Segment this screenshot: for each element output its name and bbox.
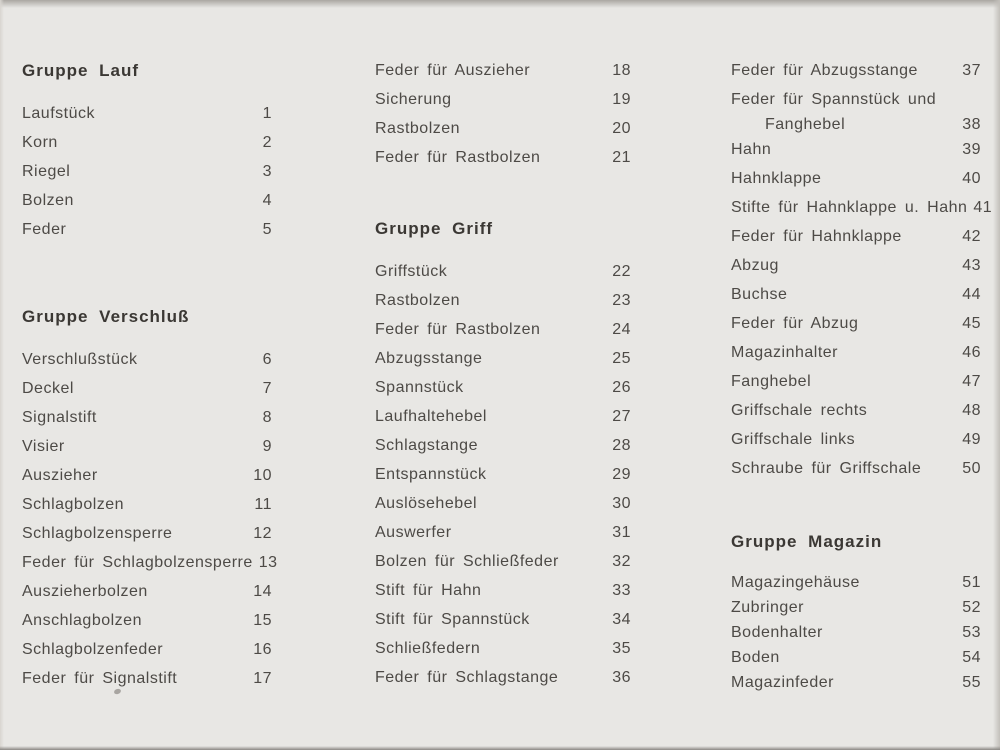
part-label: Abzug (731, 257, 779, 274)
part-number: 32 (612, 553, 631, 570)
part-label: Feder (22, 221, 67, 238)
part-row-22 (375, 257, 631, 286)
part-label: Zubringer (731, 599, 804, 616)
part-label: Magazinfeder (731, 674, 834, 691)
part-label: Schlagbolzen (22, 496, 125, 513)
part-label: Schraube für Griffschale (731, 460, 922, 477)
part-label (731, 85, 936, 135)
part-row-24 (375, 315, 631, 344)
group-header-gruppe-verschluß: Gruppe Verschluß (22, 307, 190, 326)
part-row-14 (22, 577, 272, 606)
part-label: Magazingehäuse (731, 574, 860, 591)
part-label: Auswerfer (375, 524, 452, 541)
part-row-9 (22, 432, 272, 461)
part-label: Visier (22, 438, 65, 455)
part-label: Schließfedern (375, 640, 481, 657)
group-header-gruppe-griff: Gruppe Griff (375, 219, 494, 238)
part-number: 46 (962, 344, 981, 361)
part-label: Schlagstange (375, 437, 478, 454)
parts-list (375, 257, 631, 692)
part-label: Laufhaltehebel (375, 408, 487, 425)
part-label: Hahnklappe (731, 170, 822, 187)
part-number: 40 (962, 170, 981, 187)
part-label: Feder für Abzug (731, 315, 859, 332)
part-row-32 (375, 547, 631, 576)
part-label: Boden (731, 649, 780, 666)
part-row-10 (22, 461, 272, 490)
part-label-line1: Feder für Spannstück und (731, 91, 937, 108)
part-row-40 (731, 164, 981, 193)
part-number: 48 (962, 402, 981, 419)
part-label: Stifte für Hahnklappe u. Hahn (731, 199, 968, 216)
part-row-34 (375, 605, 631, 634)
part-row-13 (22, 548, 278, 577)
part-label: Rastbolzen (375, 120, 461, 137)
part-number: 38 (962, 116, 981, 133)
part-number: 2 (262, 134, 272, 151)
part-number: 34 (612, 611, 631, 628)
part-number: 12 (253, 525, 272, 542)
part-row-33 (375, 576, 631, 605)
part-number: 23 (612, 292, 631, 309)
part-label: Deckel (22, 380, 74, 397)
part-label: Korn (22, 134, 58, 151)
parts-list (375, 56, 631, 172)
scan-edge-right (993, 0, 1000, 750)
part-number: 3 (262, 163, 272, 180)
part-number: 20 (612, 120, 631, 137)
part-row-27 (375, 402, 631, 431)
parts-list (22, 99, 272, 244)
part-number: 15 (253, 612, 272, 629)
part-label: Feder für Signalstift (22, 670, 178, 687)
part-label: Schlagbolzensperre (22, 525, 173, 542)
part-label: Bodenhalter (731, 624, 823, 641)
part-number: 28 (612, 437, 631, 454)
part-row-17 (22, 664, 272, 693)
part-row-41 (731, 193, 993, 222)
part-row-45 (731, 309, 981, 338)
part-row-42 (731, 222, 981, 251)
part-label: Griffschale rechts (731, 402, 868, 419)
column-right (731, 0, 993, 750)
part-row-6 (22, 345, 272, 374)
section-continued (731, 56, 993, 483)
part-number: 30 (612, 495, 631, 512)
part-row-28 (375, 431, 631, 460)
part-label: Abzugsstange (375, 350, 483, 367)
part-row-55 (731, 670, 981, 695)
part-row-50 (731, 454, 981, 483)
part-number: 31 (612, 524, 631, 541)
section-gruppe-lauf (22, 57, 272, 244)
part-row-20 (375, 114, 631, 143)
part-row-5 (22, 215, 272, 244)
part-row-51 (731, 570, 981, 595)
part-number: 53 (962, 624, 981, 641)
part-label: Stift für Hahn (375, 582, 482, 599)
part-row-1 (22, 99, 272, 128)
part-label: Auszieher (22, 467, 98, 484)
column-middle (375, 0, 631, 750)
part-number: 54 (962, 649, 981, 666)
group-header-gruppe-magazin: Gruppe Magazin (731, 532, 883, 551)
part-row-36 (375, 663, 631, 692)
part-row-48 (731, 396, 981, 425)
part-number: 24 (612, 321, 631, 338)
part-row-37 (731, 56, 981, 85)
part-label: Buchse (731, 286, 788, 303)
part-number: 4 (262, 192, 272, 209)
section-gruppe-verschluß (22, 303, 278, 693)
part-number: 6 (262, 351, 272, 368)
part-row-44 (731, 280, 981, 309)
part-label: Riegel (22, 163, 71, 180)
part-row-43 (731, 251, 981, 280)
part-row-38 (731, 85, 981, 135)
part-row-16 (22, 635, 272, 664)
group-header-gruppe-lauf: Gruppe Lauf (22, 61, 140, 80)
parts-list (731, 56, 993, 483)
part-label: Stift für Spannstück (375, 611, 530, 628)
part-number: 8 (262, 409, 272, 426)
part-label: Bolzen (22, 192, 74, 209)
part-row-18 (375, 56, 631, 85)
part-label: Auslösehebel (375, 495, 478, 512)
part-row-21 (375, 143, 631, 172)
part-number: 9 (262, 438, 272, 455)
part-label: Entspannstück (375, 466, 487, 483)
part-number: 47 (962, 373, 981, 390)
part-number: 51 (962, 574, 981, 591)
part-row-49 (731, 425, 981, 454)
part-row-54 (731, 645, 981, 670)
part-row-29 (375, 460, 631, 489)
part-label: Schlagbolzenfeder (22, 641, 164, 658)
part-number: 49 (962, 431, 981, 448)
part-label: Feder für Schlagbolzensperre (22, 554, 253, 571)
part-number: 11 (254, 496, 272, 513)
column-left (22, 0, 278, 750)
part-label: Feder für Rastbolzen (375, 149, 541, 166)
part-number: 10 (253, 467, 272, 484)
part-number: 25 (612, 350, 631, 367)
part-number: 18 (612, 62, 631, 79)
part-row-8 (22, 403, 272, 432)
part-label: Feder für Rastbolzen (375, 321, 541, 338)
section-gruppe-magazin (731, 528, 981, 695)
part-number: 29 (612, 466, 631, 483)
part-number: 22 (612, 263, 631, 280)
part-label: Anschlagbolzen (22, 612, 142, 629)
part-number: 21 (612, 149, 631, 166)
part-number: 1 (262, 105, 272, 122)
parts-list (22, 345, 278, 693)
part-row-11 (22, 490, 272, 519)
part-label: Magazinhalter (731, 344, 838, 361)
part-row-30 (375, 489, 631, 518)
part-row-23 (375, 286, 631, 315)
part-number: 33 (612, 582, 631, 599)
part-number: 37 (962, 62, 981, 79)
part-number: 7 (262, 380, 272, 397)
part-label: Feder für Abzugsstange (731, 62, 918, 79)
part-row-26 (375, 373, 631, 402)
part-label-line2: Fanghebel (765, 116, 846, 133)
part-number: 35 (612, 640, 631, 657)
part-number: 26 (612, 379, 631, 396)
part-number: 52 (962, 599, 981, 616)
part-row-31 (375, 518, 631, 547)
part-row-7 (22, 374, 272, 403)
part-number: 27 (612, 408, 631, 425)
part-number: 5 (262, 221, 272, 238)
part-label: Hahn (731, 141, 772, 158)
part-row-46 (731, 338, 981, 367)
part-row-15 (22, 606, 272, 635)
part-row-52 (731, 595, 981, 620)
part-number: 43 (962, 257, 981, 274)
part-number: 39 (962, 141, 981, 158)
part-number: 36 (612, 669, 631, 686)
part-number: 41 (973, 199, 993, 216)
parts-list (731, 570, 981, 695)
part-label: Feder für Schlagstange (375, 669, 559, 686)
part-row-25 (375, 344, 631, 373)
part-number: 45 (962, 315, 981, 332)
part-label: Fanghebel (731, 373, 812, 390)
part-number: 17 (253, 670, 272, 687)
part-row-39 (731, 135, 981, 164)
part-row-19 (375, 85, 631, 114)
part-label: Signalstift (22, 409, 97, 426)
part-label: Griffschale links (731, 431, 856, 448)
part-label: Griffstück (375, 263, 448, 280)
part-label: Rastbolzen (375, 292, 461, 309)
part-row-2 (22, 128, 272, 157)
part-number: 42 (962, 228, 981, 245)
part-label: Laufstück (22, 105, 95, 122)
part-row-12 (22, 519, 272, 548)
section-continued (375, 56, 631, 172)
part-row-3 (22, 157, 272, 186)
part-number: 50 (962, 460, 981, 477)
part-row-47 (731, 367, 981, 396)
part-label: Sicherung (375, 91, 452, 108)
part-row-4 (22, 186, 272, 215)
part-label: Verschlußstück (22, 351, 138, 368)
part-label: Auszieherbolzen (22, 583, 148, 600)
part-number: 13 (258, 554, 278, 571)
part-label: Bolzen für Schließfeder (375, 553, 559, 570)
part-label: Feder für Auszieher (375, 62, 531, 79)
section-gruppe-griff (375, 215, 631, 692)
scan-edge-left (0, 0, 4, 750)
part-number: 44 (962, 286, 981, 303)
part-number: 16 (253, 641, 272, 658)
part-number: 14 (253, 583, 272, 600)
part-row-53 (731, 620, 981, 645)
part-label: Spannstück (375, 379, 464, 396)
part-row-35 (375, 634, 631, 663)
part-number: 55 (962, 674, 981, 691)
part-label: Feder für Hahnklappe (731, 228, 902, 245)
part-number: 19 (612, 91, 631, 108)
